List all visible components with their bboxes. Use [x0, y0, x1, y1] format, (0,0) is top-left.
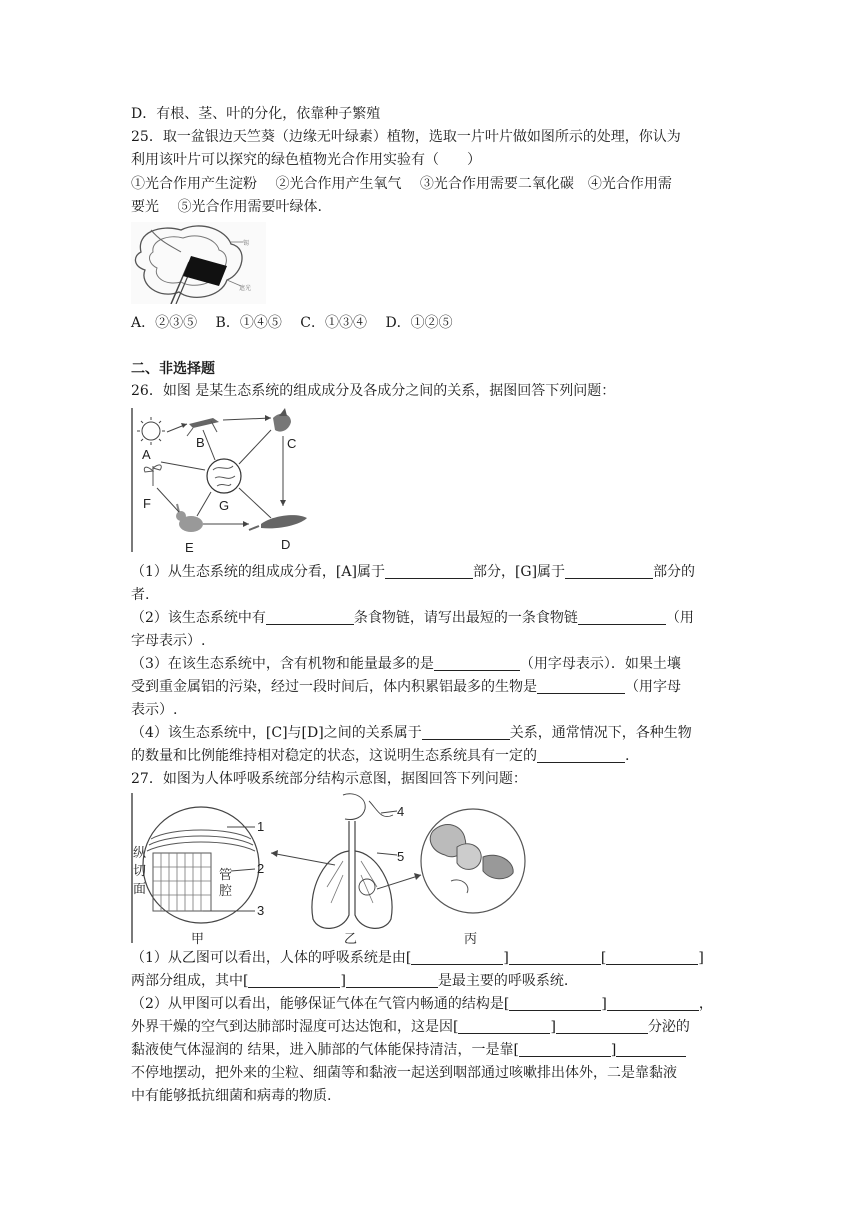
- answer-blank[interactable]: [458, 1018, 550, 1034]
- answer-blank[interactable]: [266, 609, 354, 625]
- lungs-diagram: [312, 794, 393, 929]
- label-e: E: [185, 540, 194, 554]
- q25-items-line-1: ①光合作用产生淀粉 ②光合作用产生氧气 ③光合作用需要二氧化碳 ④光合作用需: [131, 176, 672, 192]
- label-d: D: [281, 537, 291, 552]
- answer-blank[interactable]: [556, 1018, 648, 1034]
- lumen-label-2: 腔: [219, 884, 233, 899]
- predator-icon: [249, 515, 307, 530]
- side-label-3: 面: [133, 882, 147, 897]
- q25-leaf-figure: [131, 222, 266, 304]
- rabbit-icon: [176, 504, 203, 532]
- q25-stem-line-2: 利用该叶片可以探究的绿色植物光合作用实验有（ ）: [131, 152, 481, 168]
- trachea-section-diagram: [143, 807, 259, 923]
- q26-part2-line2: 字母表示）.: [131, 633, 206, 649]
- answer-blank[interactable]: [248, 972, 340, 988]
- q27-respiratory-figure: [131, 791, 531, 945]
- decomposer-icon: [207, 459, 241, 493]
- answer-blank[interactable]: [537, 747, 625, 763]
- label-4: 4: [397, 804, 405, 819]
- q27-part2-line3: 黏液使气体湿润的 结果，进入肺部的气体能保持清洁，一是靠[ ]: [131, 1040, 686, 1060]
- side-label-2: 切: [133, 864, 147, 879]
- label-yi: 乙: [344, 932, 358, 945]
- label-b: B: [196, 435, 205, 450]
- q27-stem: 27．如图为人体呼吸系统部分结构示意图，据图回答下列问题：: [131, 771, 527, 787]
- svg-text:遮光: 遮光: [239, 285, 252, 292]
- q26-part3-line2: 受到重金属铝的污染，经过一段时间后，体内积累铝最多的生物是 （用字母: [131, 679, 681, 695]
- side-label-1: 纵: [133, 846, 147, 861]
- q26-part4-line1: （4）该生态系统中，[C]与[D]之间的关系属于 关系，通常情况下，各种生物: [131, 725, 692, 741]
- answer-blank[interactable]: [519, 1041, 611, 1057]
- sun-icon: [137, 417, 165, 445]
- label-f: F: [143, 496, 151, 511]
- grasshopper-icon: [187, 418, 219, 436]
- q27-part2-line1: （2）从甲图可以看出，能够保证气体在气管内畅通的结构是[ ] ，: [131, 996, 713, 1012]
- answer-blank[interactable]: [434, 655, 520, 671]
- answer-blank[interactable]: [385, 563, 473, 579]
- label-g: G: [219, 498, 230, 513]
- q26-part2-line1: （2）该生态系统中有 条食物链，请写出最短的一条食物链 （用: [131, 610, 694, 626]
- label-5: 5: [397, 849, 405, 864]
- answer-blank[interactable]: [346, 972, 438, 988]
- q27-part2-line4: 不停地摆动，把外来的尘粒、细菌等和黏液一起送到咽部通过咳嗽排出体外，二是靠黏液: [131, 1065, 677, 1081]
- q26-ecosystem-figure: [131, 406, 311, 554]
- answer-blank[interactable]: [422, 724, 510, 740]
- q25-items-line-2: 要光 ⑤光合作用需要叶绿体.: [131, 199, 322, 215]
- bird-icon: [273, 408, 291, 432]
- answer-blank[interactable]: [616, 1041, 686, 1057]
- svg-text:锡: 锡: [243, 240, 250, 247]
- label-1: 1: [257, 819, 265, 834]
- plant-icon: [144, 465, 161, 486]
- label-jia: 甲: [191, 932, 205, 945]
- q26-part3-line1: （3）在该生态系统中，含有机物和能量最多的是 （用字母表示）．如果土壤: [131, 656, 681, 672]
- q26-part1-line1: （1）从生态系统的组成成分看，[A]属于 部分，[G]属于 部分的: [131, 564, 696, 580]
- q26-part4-line2: 的数量和比例能维持相对稳定的状态，这说明生态系统具有一定的 .: [131, 748, 630, 764]
- q26-stem: 26．如图 是某生态系统的组成成分及各成分之间的关系，据图回答下列问题：: [131, 383, 616, 399]
- label-2: 2: [257, 861, 265, 876]
- lumen-label-1: 管: [219, 868, 233, 883]
- answer-blank[interactable]: [537, 678, 625, 694]
- label-a: A: [142, 447, 151, 462]
- answer-blank[interactable]: [411, 949, 503, 965]
- q27-part2-line5: 中有能够抵抗细菌和病毒的物质.: [131, 1088, 332, 1104]
- q27-part2-line2: 外界干燥的空气到达肺部时湿度可达达饱和，这是因[ ] 分泌的: [131, 1019, 690, 1035]
- answer-blank[interactable]: [606, 949, 698, 965]
- q26-part3-line3: 表示）.: [131, 702, 178, 718]
- answer-blank[interactable]: [509, 949, 601, 965]
- q25-stem-line-1: 25．取一盆银边天竺葵（边缘无叶绿素）植物，选取一片叶片做如图所示的处理，你认为: [131, 129, 681, 145]
- alveoli-diagram: [421, 809, 525, 913]
- label-bing: 丙: [464, 932, 478, 945]
- label-c: C: [287, 436, 297, 451]
- q25-options: A．②③⑤ B．①④⑤ C．①③④ D．①②⑤: [131, 315, 453, 331]
- q26-part1-line2: 者.: [131, 587, 150, 603]
- q27-part1-line1: （1）从乙图可以看出，人体的呼吸系统是由[ ] [ ]: [131, 950, 704, 966]
- q27-part1-line2: 两部分组成，其中[ ] 是最主要的呼吸系统.: [131, 973, 569, 989]
- answer-blank[interactable]: [578, 609, 666, 625]
- answer-blank[interactable]: [565, 563, 653, 579]
- q24-option-d: D．有根、茎、叶的分化，依靠种子繁殖: [131, 106, 381, 122]
- answer-blank[interactable]: [607, 995, 699, 1011]
- answer-blank[interactable]: [509, 995, 601, 1011]
- section-title: 二、非选择题: [131, 361, 215, 377]
- label-3: 3: [257, 903, 265, 918]
